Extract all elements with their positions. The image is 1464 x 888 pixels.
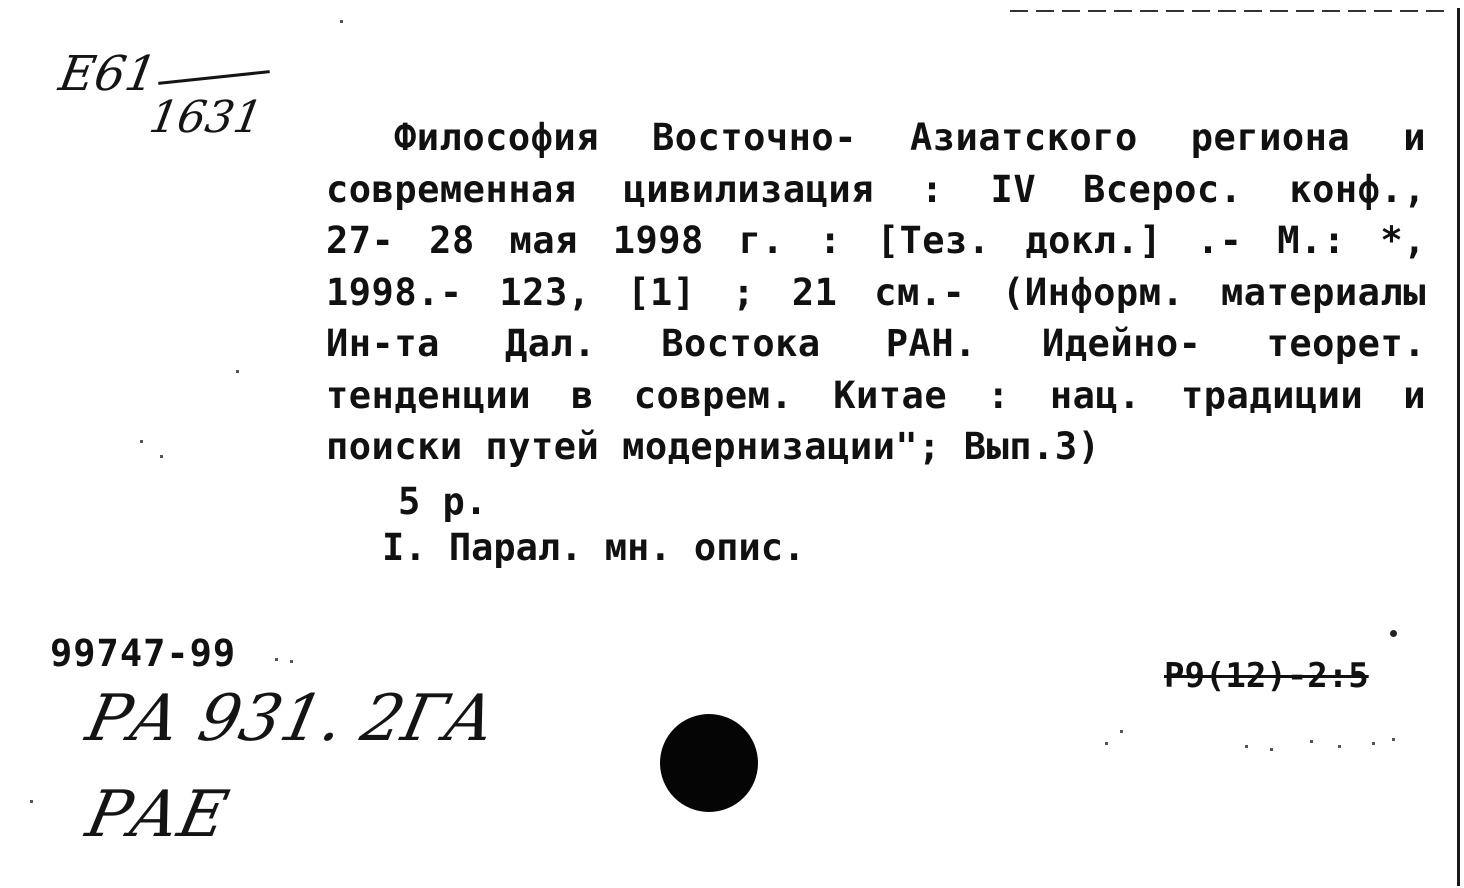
handwritten-call-number-sub: 1631 — [145, 92, 267, 143]
speck — [1270, 748, 1273, 751]
speck — [340, 20, 343, 23]
tracing-note: I. Парал. мн. опис. — [382, 526, 806, 569]
speck — [1120, 730, 1123, 733]
price: 5 р. — [398, 480, 488, 523]
description-line: Философия Восточно- Азиатского региона и — [394, 116, 1426, 159]
ink-dot — [1390, 630, 1397, 637]
call-number-fraction-line — [158, 70, 270, 85]
description-line: 27- 28 мая 1998 г. : [Тез. докл.] .- М.: *, — [326, 219, 1426, 262]
speck — [1245, 745, 1248, 748]
speck — [236, 370, 239, 373]
description-line: тенденции в соврем. Китае : нац. традиции и — [326, 373, 1426, 417]
bibliographic-description — [326, 112, 1426, 473]
handwritten-shelfmark-code: РАЕ — [80, 778, 235, 852]
description-line: Ин-та Дал. Востока РАН. Идейно- теорет. — [326, 322, 1426, 365]
speck — [1105, 742, 1108, 745]
description-line: 1998.- 123, [1] ; 21 см.- (Информ. материалы — [326, 270, 1426, 314]
card-punch-hole — [660, 714, 758, 812]
accession-number: 99747-99 — [50, 632, 237, 675]
handwritten-call-number: Е61 — [55, 46, 162, 102]
speck — [275, 658, 278, 661]
speck — [1372, 742, 1375, 745]
speck — [290, 660, 293, 663]
speck — [1310, 740, 1313, 743]
speck — [1392, 738, 1395, 741]
speck — [30, 800, 33, 803]
description-line: поиски путей модернизации"; Вып.3) — [326, 425, 1101, 468]
card-right-edge — [1457, 8, 1460, 886]
speck — [140, 440, 143, 443]
description-line: современная цивилизация : IV Всерос. конф., — [326, 167, 1426, 211]
handwritten-shelfmark: РА 931. 2ГА — [80, 682, 503, 756]
struck-classification-code: Р9(12)-2:5 — [1164, 656, 1369, 696]
speck — [1338, 745, 1341, 748]
speck — [160, 455, 163, 458]
card-top-edge — [1010, 10, 1450, 12]
